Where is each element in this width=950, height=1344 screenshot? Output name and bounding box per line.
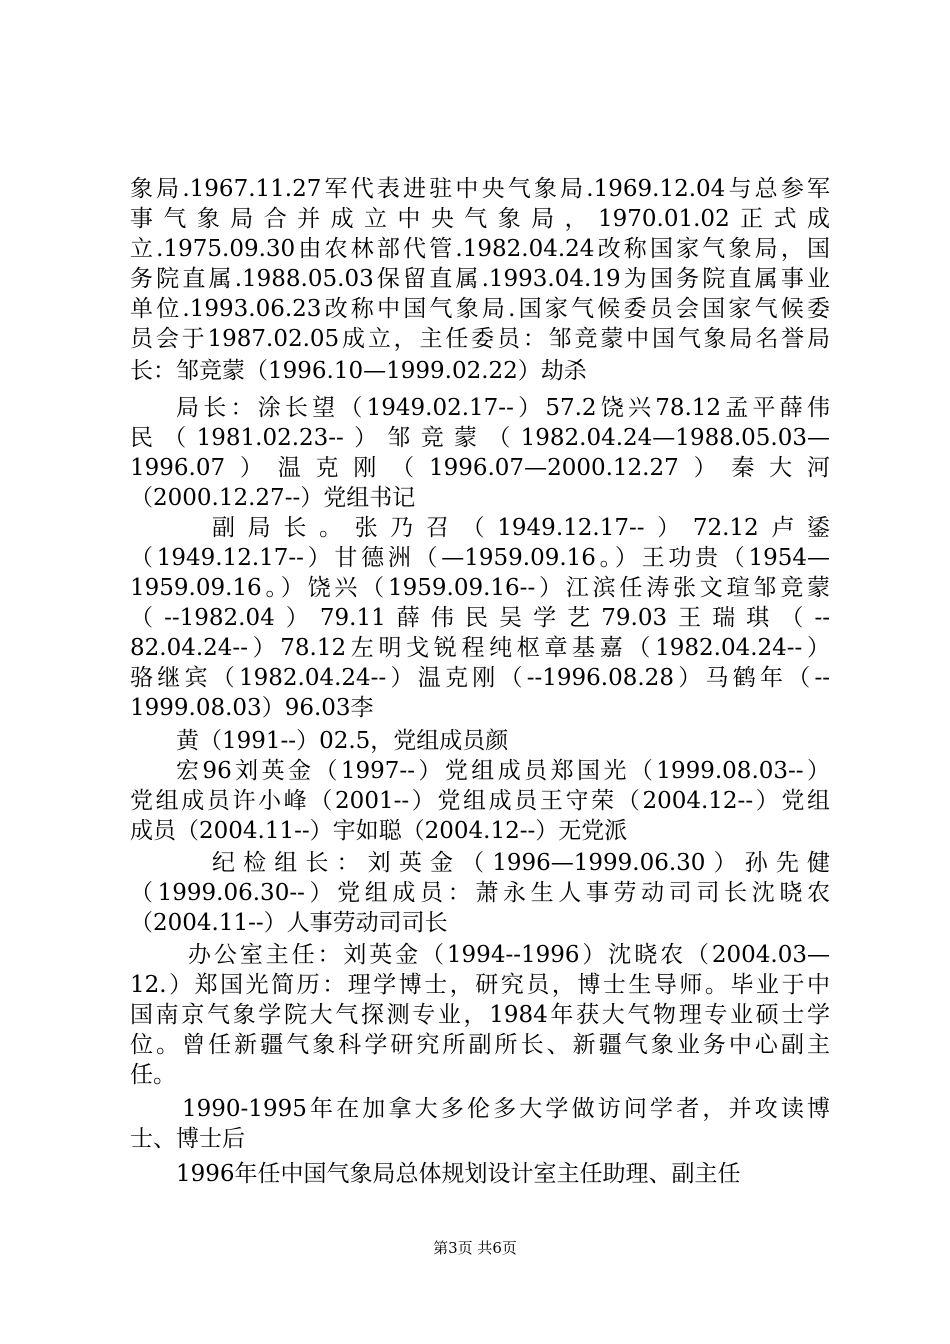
text-line: （1949.12.17--）甘德洲（—1959.09.16。）王功贵（1954— — [130, 545, 830, 571]
text-line: 位。曾任新疆气象科学研究所副所长、新疆气象业务中心副主 — [130, 1032, 830, 1058]
text-line: 员会于1987.02.05成立，主任委员：邹竞蒙中国气象局名誉局 — [130, 326, 830, 352]
text-line: 12.）郑国光简历：理学博士，研究员，博士生导师。毕业于中 — [130, 972, 830, 998]
text-line: 1996年任中国气象局总体规划设计室主任助理、副主任 — [176, 1161, 741, 1187]
text-line: 局长：涂长望（1949.02.17--）57.2饶兴78.12孟平薛伟 — [176, 395, 830, 421]
text-line: 长：邹竞蒙（1996.10—1999.02.22）劫杀 — [130, 358, 587, 384]
text-line: 黄（1991--）02.5，党组成员颜 — [176, 728, 509, 754]
text-line: （2000.12.27--）党组书记 — [130, 485, 416, 511]
text-line: 纪检组长：刘英金（1996—1999.06.30）孙先健 — [212, 850, 830, 876]
text-line: 1996.07）温克刚（1996.07—2000.12.27）秦大河 — [130, 455, 830, 481]
text-line: 1990-1995年在加拿大多伦多大学做访问学者，并攻读博 — [182, 1096, 830, 1122]
text-line: 立.1975.09.30由农林部代管.1982.04.24改称国家气象局，国 — [130, 236, 830, 262]
text-line: 1959.09.16。）饶兴（1959.09.16--）江滨任涛张文瑄邹竞蒙 — [130, 575, 830, 601]
text-line: 骆继宾（1982.04.24--）温克刚（--1996.08.28）马鹤年（-- — [130, 665, 830, 691]
text-line: 副局长。张乃召（1949.12.17--）72.12卢鋈 — [212, 515, 830, 541]
text-line: 事气象局合并成立中央气象局，1970.01.02正式成 — [130, 206, 830, 232]
text-line: 办公室主任：刘英金（1994--1996）沈晓农（2004.03— — [188, 942, 830, 968]
text-line: 务院直属.1988.05.03保留直属.1993.04.19为国务院直属事业 — [130, 266, 830, 292]
text-line: 82.04.24--）78.12左明戈锐程纯枢章基嘉（1982.04.24--） — [130, 635, 830, 661]
page-number: 第3页 共6页 — [433, 1239, 517, 1257]
text-line: 成员（2004.11--）宇如聪（2004.12--）无党派 — [130, 818, 628, 844]
text-line: 党组成员许小峰（2001--）党组成员王守荣（2004.12--）党组 — [130, 788, 830, 814]
text-line: 象局.1967.11.27军代表进驻中央气象局.1969.12.04与总参军 — [130, 176, 830, 202]
text-line: （--1982.04）79.11薛伟民吴学艺79.03王瑞琪（-- — [130, 605, 830, 631]
text-line: （2004.11--）人事劳动司司长 — [130, 910, 448, 936]
text-line: 1999.08.03）96.03李 — [130, 695, 374, 721]
text-line: 宏96刘英金（1997--）党组成员郑国光（1999.08.03--） — [176, 758, 830, 784]
text-line: 民（1981.02.23--）邹竞蒙（1982.04.24—1988.05.03— — [130, 425, 830, 451]
text-line: （1999.06.30--）党组成员：萧永生人事劳动司司长沈晓农 — [130, 880, 830, 906]
text-line: 国南京气象学院大气探测专业，1984年获大气物理专业硕士学 — [130, 1002, 830, 1028]
text-line: 士、博士后 — [130, 1126, 245, 1152]
text-line: 任。 — [130, 1062, 176, 1088]
text-line: 单位.1993.06.23改称中国气象局.国家气候委员会国家气候委 — [130, 296, 830, 322]
